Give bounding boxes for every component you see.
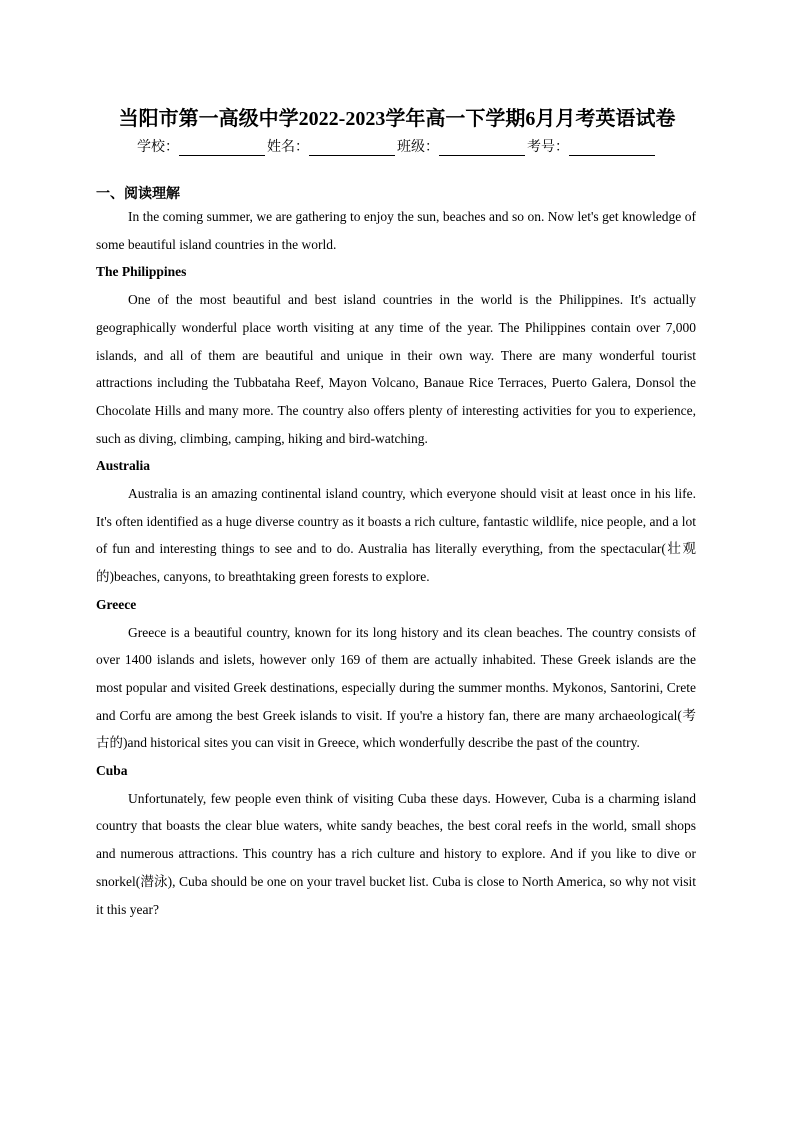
australia-paragraph: Australia is an amazing continental island country, which everyone should visit at least once in his life. It's often identified as a huge diverse country as it boasts a rich culture, fantastic wildlife, nice people, and a lot of fun and interesting things to see and to do. Australia has literally everything, from the spectacular(壮观的)beaches, canyons, to breathtaking green forests to explore. bbox=[96, 486, 696, 585]
student-info-line bbox=[0, 136, 794, 156]
exam-title: 当阳市第一高级中学2022-2023学年高一下学期6月月考英语试卷 bbox=[118, 108, 676, 130]
number-label: 考号： bbox=[527, 139, 569, 155]
philippines-heading: The Philippines bbox=[96, 264, 187, 280]
cuba-heading: Cuba bbox=[96, 763, 128, 779]
section-title: 一、阅读理解 bbox=[96, 186, 180, 202]
number-blank bbox=[569, 141, 655, 156]
greece-paragraph: Greece is a beautiful country, known for its long history and its clean beaches. The country consists of over 1400 islands and islets, however only 169 of them are actually inhabited. These Greek islands are the most popular and visited Greek destinations, especially during the summer months. Mykonos, Santorini, Crete and Corfu are among the best Greek islands to visit. If you're a history fan, there are many archaeological(考古的)and historical sites you can visit in Greece, which wonderfully describe the past of the country. bbox=[96, 624, 696, 751]
reading-passage bbox=[96, 203, 696, 923]
cuba-paragraph: Unfortunately, few people even think of visiting Cuba these days. However, Cuba is a charming island country that boasts the clear blue waters, white sandy beaches, the best coral reefs in the world, small shops and numerous attractions. This country has a rich culture and history to explore. And if you like to dive or snorkel(潜泳), Cuba should be one on your travel bucket list. Cuba is close to North America, so why not visit it this year? bbox=[96, 790, 696, 917]
australia-heading: Australia bbox=[96, 458, 150, 474]
intro-paragraph: In the coming summer, we are gathering to enjoy the sun, beaches and so on. Now let's get knowledge of some beautiful island countries in the world. bbox=[96, 209, 696, 252]
philippines-paragraph: One of the most beautiful and best island countries in the world is the Philippines. It's actually geographically wonderful place worth visiting at any time of the year. The Philippines contain over 7,000 islands, and all of them are beautiful and unique in their own way. There are many wonderful tourist attractions including the Tubbataha Reef, Mayon Volcano, Banaue Rice Terraces, Puerto Galera, Donsol the Chocolate Hills and many more. The country also offers plenty of interesting activities for you to experience, such as diving, climbing, camping, hiking and bird-watching. bbox=[96, 292, 696, 446]
class-label: 班级： bbox=[397, 139, 439, 155]
class-blank bbox=[439, 141, 525, 156]
school-label: 学校： bbox=[137, 139, 179, 155]
school-blank bbox=[179, 141, 265, 156]
name-blank bbox=[309, 141, 395, 156]
name-label: 姓名： bbox=[267, 139, 309, 155]
greece-heading: Greece bbox=[96, 596, 137, 612]
